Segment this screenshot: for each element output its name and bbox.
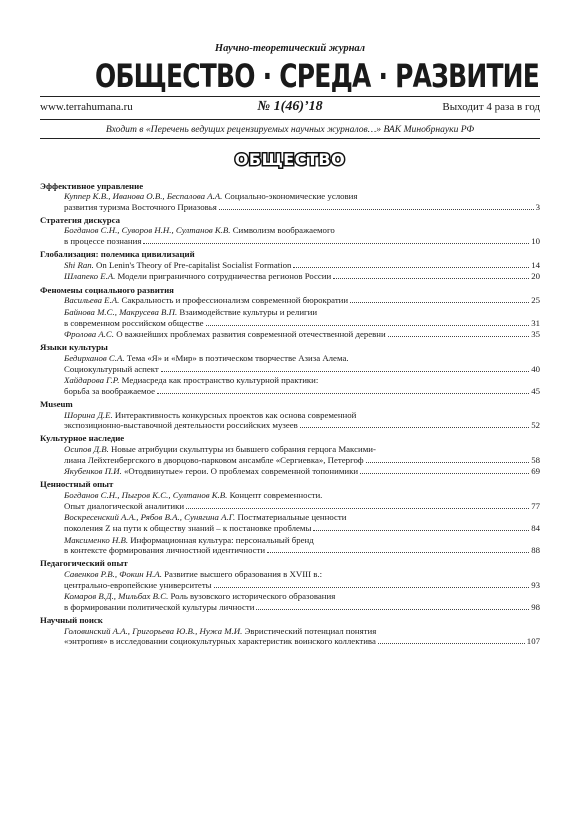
page-number: 25: [531, 295, 540, 306]
page-number: 69: [531, 466, 540, 477]
page-number: 14: [531, 259, 540, 270]
dot-leader: [360, 467, 529, 474]
dot-leader: [388, 330, 529, 337]
dot-leader: [313, 524, 529, 531]
dot-leader: [267, 546, 529, 553]
page-number: 58: [531, 454, 540, 465]
entry-title-line: Опыт диалогической аналитики: [64, 500, 185, 511]
issue-number: № 1(46)’18: [257, 99, 323, 114]
toc-entry[interactable]: [40, 444, 540, 465]
section-heading: [0, 150, 580, 170]
toc-entry[interactable]: [40, 535, 540, 556]
entry-title-line: Концепт современности.: [229, 489, 323, 500]
entry-title-line: Взаимодействие культуры и религии: [179, 306, 318, 317]
entry-authors: Фролова А.С.: [64, 329, 114, 340]
entry-authors: Хайдарова Г.Р.: [64, 375, 120, 386]
entry-authors: Байнова М.С., Макрусева В.П.: [64, 306, 178, 317]
entry-title-line: «энтропия» в исследовании социокультурных характеристик воинского коллектива: [64, 636, 376, 647]
toc-category: Эффективное управление: [40, 180, 144, 191]
entry-title-line: Символизм воображаемого: [232, 225, 335, 236]
entry-title-line: поколения Z на пути к обществу знаний – к постановке проблемы: [64, 522, 312, 533]
info-rule: [40, 119, 540, 120]
dot-leader: [157, 387, 529, 394]
page-number: 107: [526, 636, 540, 647]
dot-leader: [366, 456, 530, 463]
toc-category: Культурное наследие: [40, 433, 125, 444]
entry-authors: Максименко Н.В.: [64, 534, 129, 545]
page-number: 98: [531, 601, 540, 612]
toc-entry[interactable]: [40, 626, 540, 647]
entry-authors: Комаров В.Д., Мильбах В.С.: [64, 591, 169, 602]
toc-entry[interactable]: [40, 591, 540, 612]
toc-category: Museum: [40, 399, 73, 410]
vak-note: Входит в «Перечень ведущих рецензируемых научных журналов…» ВАК Минобрнауки РФ: [105, 124, 475, 135]
toc-entry[interactable]: [40, 191, 540, 212]
entry-title-line: Социально-экономические условия: [224, 191, 358, 202]
toc-category: Ценностный опыт: [40, 479, 114, 490]
toc-entry[interactable]: [40, 569, 540, 590]
entry-title-line: О важнейших проблемах развития современной отечественной деревни: [116, 329, 386, 340]
page-number: 31: [531, 317, 540, 328]
page-number: 35: [531, 329, 540, 340]
toc-category: Глобализация: полемика цивилизаций: [40, 249, 195, 260]
entry-authors: Бедирханов С.А.: [64, 352, 125, 363]
entry-authors: Шлапеко Е.А.: [64, 271, 116, 282]
entry-authors: Богданов С.Н., Суворов Н.Н., Султанов К.В.: [64, 225, 231, 236]
entry-authors: Якубенков П.И.: [64, 466, 122, 477]
entry-title-line: «Отодвинутые» герои. О проблемах современной топонимики: [124, 466, 359, 477]
entry-authors: Осипов Д.В.: [64, 443, 109, 454]
dot-leader: [206, 319, 530, 326]
toc-entry[interactable]: [40, 353, 540, 374]
entry-title-line: Медиасреда как пространство культурной практики:: [121, 375, 319, 386]
toc-category: Стратегия дискурса: [40, 214, 121, 225]
entry-title-line: Модели приграничного сотрудничества регионов России: [117, 271, 332, 282]
entry-title-line: Тема «Я» и «Мир» в поэтическом творчестве Азиза Алема.: [126, 352, 349, 363]
toc-entry[interactable]: [40, 307, 540, 328]
entry-title-line: борьба за воображаемое: [64, 385, 155, 396]
page-number: 20: [531, 271, 540, 282]
page-number: 40: [531, 363, 540, 374]
dot-leader: [350, 296, 529, 303]
page-number: 10: [531, 235, 540, 246]
entry-authors: Воскресенский А.А., Рябов В.А., Сунягина А.Г.: [64, 512, 236, 523]
entry-title-line: Роль вузовского исторического образования: [170, 591, 336, 602]
page-number: 88: [531, 545, 540, 556]
vak-rule: [40, 138, 540, 139]
toc-category: Научный поиск: [40, 615, 103, 626]
entry-authors: Богданов С.Н., Пыгров К.С., Султанов К.В.: [64, 489, 228, 500]
dot-leader: [219, 203, 534, 210]
masthead-rule: [40, 96, 540, 97]
toc-entry[interactable]: [40, 512, 540, 533]
toc-category: Педагогический опыт: [40, 558, 128, 569]
entry-title-line: Эвристический потенциал понятия: [244, 625, 377, 636]
entry-authors: Головинский А.А., Григорьева Ю.В., Нужа М.И.: [64, 625, 243, 636]
entry-title-line: Развитие высшего образования в XVIII в.:: [164, 569, 323, 579]
entry-title-line: экспозиционно-выставочной деятельности российских музеев: [64, 420, 298, 431]
dot-leader: [186, 502, 529, 509]
entry-title-line: в формировании политической культуры личности: [64, 601, 255, 612]
entry-authors: Савенков Р.В., Фокин Н.А.: [64, 569, 162, 579]
toc-category: Языки культуры: [40, 342, 108, 353]
page-number: 3: [535, 201, 540, 212]
dot-leader: [333, 272, 529, 279]
page-number: 77: [531, 500, 540, 511]
entry-title-line: Интерактивность конкурсных проектов как основа современной: [114, 409, 357, 420]
entry-title-line: Социокультурный аспект: [64, 363, 159, 374]
entry-title-line: лиана Лейхтенбергского в дворцово-парковом ансамбле «Сергиевка», Петергоф: [64, 454, 364, 465]
dot-leader: [161, 365, 529, 372]
toc-entry[interactable]: [40, 410, 540, 431]
page-number: 93: [531, 579, 540, 590]
entry-authors: Shi Ran.: [64, 259, 94, 270]
dot-leader: [293, 261, 529, 268]
toc-entry[interactable]: [40, 295, 540, 306]
table-of-contents: [40, 178, 540, 648]
entry-authors: Шорина Д.Е.: [64, 409, 113, 420]
journal-subtitle: Научно-теоретический журнал: [214, 43, 366, 54]
section-title: ОБЩЕСТВО: [234, 150, 346, 169]
dot-leader: [378, 637, 525, 644]
entry-title-line: в процессе познания: [64, 235, 142, 246]
entry-title-line: Информационная культура: персональный бренд: [130, 534, 314, 545]
entry-title-line: в современном российском обществе: [64, 317, 204, 328]
entry-title-line: центрально-европейские университеты: [64, 579, 212, 590]
entry-title-line: Новые атрибуции скульптуры из бывшего собрания герцога Максими-: [111, 443, 376, 454]
publication-frequency: Выходит 4 раза в год: [442, 101, 540, 113]
entry-title-line: в контексте формирования личностной идентичности: [64, 545, 266, 556]
page-number: 84: [531, 522, 540, 533]
entry-authors: Васильева Е.А.: [64, 295, 120, 306]
toc-entry[interactable]: [40, 375, 540, 396]
journal-title: ОБЩЕСТВО · СРЕДА · РАЗВИТИЕ: [95, 57, 540, 95]
dot-leader: [256, 603, 529, 610]
dot-leader: [300, 421, 529, 428]
entry-authors: Куппер К.В., Иванова О.В., Беспалова А.А.: [64, 191, 223, 202]
website-link[interactable]: www.terrahumana.ru: [40, 101, 133, 113]
toc-entry[interactable]: [40, 329, 540, 340]
toc-category: Феномены социального развития: [40, 284, 174, 295]
toc-entry[interactable]: [40, 271, 540, 282]
entry-title-line: On Lenin's Theory of Pre-capitalist Socialist Formation: [96, 259, 292, 270]
entry-title-line: Постматериальные ценности: [237, 512, 347, 523]
entry-title-line: развития туризма Восточного Приазовья: [64, 201, 217, 212]
page-number: 45: [531, 385, 540, 396]
toc-entry[interactable]: [40, 466, 540, 477]
toc-entry[interactable]: [40, 225, 540, 246]
dot-leader: [143, 237, 529, 244]
toc-entry[interactable]: [40, 260, 540, 271]
toc-entry[interactable]: [40, 490, 540, 511]
issue-info-line: [40, 100, 540, 116]
dot-leader: [214, 581, 530, 588]
entry-title-line: Сакральность и профессионализм современной бюрократии: [121, 295, 349, 306]
page-number: 52: [531, 420, 540, 431]
